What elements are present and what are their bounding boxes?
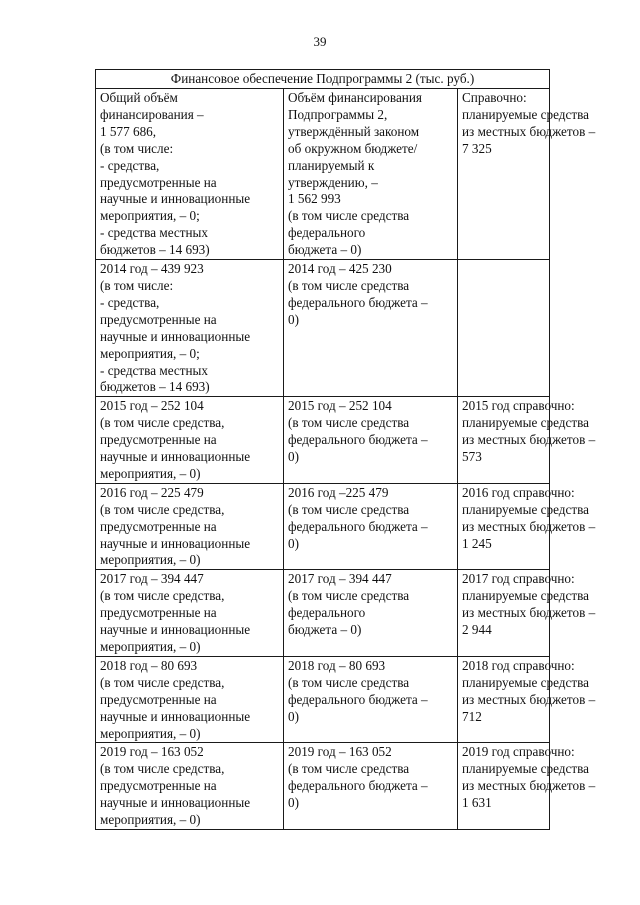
cell-text-line: (в том числе средства,	[100, 761, 225, 777]
cell-text-line: планируемые средства	[462, 415, 590, 431]
cell-text-line: предусмотренные на	[100, 174, 217, 190]
cell-text-line: 2018 год справочно:	[462, 657, 575, 673]
cell-text-line: 712	[462, 708, 482, 724]
cell-text-line: предусмотренные на	[100, 605, 217, 621]
cell-text-line: 2018 год – 80 693	[288, 657, 386, 673]
cell-text-line: Справочно:	[462, 90, 527, 105]
cell-text-line: бюджетов – 14 693)	[100, 379, 210, 395]
approved-funding-cell	[284, 656, 458, 743]
cell-text-line: планируемые средства	[462, 674, 590, 690]
cell-text-line: из местных бюджетов –	[462, 605, 596, 621]
cell-text-line: 2014 год – 425 230	[288, 261, 392, 277]
approved-funding-cell	[284, 89, 458, 260]
table-row	[96, 483, 550, 570]
cell-text-line: 1 631	[462, 795, 492, 811]
cell-text-line: (в том числе средства	[288, 588, 410, 604]
total-funding-cell	[96, 483, 284, 570]
cell-text-line: 2019 год справочно:	[462, 744, 575, 760]
total-funding-cell	[96, 89, 284, 260]
approved-funding-cell	[284, 743, 458, 830]
page-number: 39	[313, 34, 327, 49]
total-funding-cell	[96, 260, 284, 397]
cell-text-line: 2017 год справочно:	[462, 571, 575, 587]
approved-funding-cell	[284, 397, 458, 484]
cell-text-line: научные и инновационные	[100, 328, 251, 344]
cell-text-line: 7 325	[462, 140, 492, 156]
cell-text-line: мероприятия, – 0;	[100, 208, 200, 224]
cell-text-line: мероприятия, – 0)	[100, 552, 201, 568]
cell-text-line: из местных бюджетов –	[462, 123, 596, 139]
local-budget-reference-cell	[458, 743, 596, 830]
cell-text-line: 2016 год справочно:	[462, 484, 575, 500]
cell-text-line: из местных бюджетов –	[462, 432, 596, 448]
cell-text-line: предусмотренные на	[100, 778, 217, 794]
cell-text-line: научные и инновационные	[100, 191, 251, 207]
cell-text-line: 2 944	[462, 622, 492, 638]
cell-text-line: бюджета – 0)	[288, 242, 362, 258]
cell-text-line: бюджетов – 14 693)	[100, 242, 210, 258]
cell-text-line: федерального бюджета –	[288, 778, 428, 794]
cell-text-line: 1 245	[462, 535, 492, 551]
local-budget-reference-cell	[458, 570, 596, 657]
cell-text-line: планируемые средства	[462, 501, 590, 517]
cell-text-line: федерального бюджета –	[288, 432, 428, 448]
cell-text-line: из местных бюджетов –	[462, 778, 596, 794]
cell-text-line: (в том числе средства,	[100, 588, 225, 604]
table-row	[96, 656, 550, 743]
cell-text-line: из местных бюджетов –	[462, 518, 596, 534]
table-row	[96, 570, 550, 657]
table-body	[96, 89, 596, 830]
cell-text-line: предусмотренные на	[100, 691, 217, 707]
approved-funding-cell	[284, 260, 458, 397]
cell-text-line: 573	[462, 449, 482, 465]
cell-text-line: - средства местных	[100, 225, 208, 241]
cell-text-line: (в том числе:	[100, 140, 174, 156]
cell-text-line: федерального	[288, 225, 366, 241]
cell-text-line: 0)	[288, 535, 299, 551]
table-row	[96, 260, 550, 397]
cell-text-line: 2017 год – 394 447	[100, 571, 204, 587]
local-budget-reference-cell	[458, 260, 550, 397]
cell-text-line: (в том числе средства	[288, 674, 410, 690]
cell-text-line: 2015 год справочно:	[462, 398, 575, 414]
cell-text-line: (в том числе средства,	[100, 415, 225, 431]
local-budget-reference-cell	[458, 656, 596, 743]
local-budget-reference-cell	[458, 397, 596, 484]
local-budget-reference-cell	[458, 89, 596, 260]
cell-text-line: мероприятия, – 0)	[100, 725, 201, 741]
cell-text-line: (в том числе средства	[288, 761, 410, 777]
cell-text-line: утверждённый законом	[288, 123, 420, 139]
cell-text-line: 0)	[288, 449, 299, 465]
cell-text-line: научные и инновационные	[100, 708, 251, 724]
cell-text-line: 0)	[288, 708, 299, 724]
cell-text-line: мероприятия, – 0)	[100, 465, 201, 481]
cell-text-line: 2015 год – 252 104	[288, 398, 392, 414]
table-title-row	[96, 70, 550, 89]
table-row	[96, 743, 550, 830]
cell-text-line: 1 562 993	[288, 191, 341, 207]
cell-text-line: 2016 год – 225 479	[100, 484, 204, 500]
cell-text-line: научные и инновационные	[100, 535, 251, 551]
cell-text-line: - средства,	[100, 157, 160, 173]
cell-text-line: предусмотренные на	[100, 518, 217, 534]
cell-text-line: 2017 год – 394 447	[288, 571, 392, 587]
cell-text-line: (в том числе средства	[288, 277, 410, 293]
cell-text-line: планируемые средства	[462, 588, 590, 604]
cell-text-line: (в том числе средства	[288, 415, 410, 431]
cell-text-line: планируемые средства	[462, 761, 590, 777]
cell-text-line: - средства,	[100, 294, 160, 310]
cell-text-line: об окружном бюджете/	[288, 140, 418, 156]
cell-text-line: федерального бюджета –	[288, 294, 428, 310]
cell-text-line: (в том числе средства,	[100, 674, 225, 690]
cell-text-line: 2019 год – 163 052	[100, 744, 204, 760]
cell-text-line: Объём финансирования	[288, 90, 422, 105]
financing-table	[95, 69, 596, 830]
cell-text-line: федерального	[288, 605, 366, 621]
cell-text-line: планируемые средства	[462, 106, 590, 122]
approved-funding-cell	[284, 570, 458, 657]
cell-text-line: предусмотренные на	[100, 432, 217, 448]
cell-text-line: предусмотренные на	[100, 311, 217, 327]
total-funding-cell	[96, 397, 284, 484]
cell-text-line: Подпрограммы 2,	[288, 106, 388, 122]
total-funding-cell	[96, 656, 284, 743]
total-funding-cell	[96, 743, 284, 830]
cell-text-line: научные и инновационные	[100, 622, 251, 638]
cell-text-line: 2018 год – 80 693	[100, 657, 198, 673]
cell-text-line: утверждению, –	[288, 174, 378, 190]
cell-text-line: (в том числе средства,	[100, 501, 225, 517]
cell-text-line: финансирования –	[100, 106, 204, 122]
cell-text-line: Общий объём	[100, 90, 178, 105]
cell-text-line: мероприятия, – 0)	[100, 812, 201, 828]
cell-text-line: (в том числе:	[100, 277, 174, 293]
cell-text-line: федерального бюджета –	[288, 691, 428, 707]
cell-text-line: 2015 год – 252 104	[100, 398, 204, 414]
cell-text-line: научные и инновационные	[100, 449, 251, 465]
cell-text-line: 2019 год – 163 052	[288, 744, 392, 760]
cell-text-line: 0)	[288, 311, 299, 327]
cell-text-line: мероприятия, – 0;	[100, 345, 200, 361]
local-budget-reference-cell	[458, 483, 596, 570]
cell-text-line: планируемый к	[288, 157, 375, 173]
cell-text-line: 2014 год – 439 923	[100, 261, 204, 277]
table-row	[96, 397, 550, 484]
table-title: Финансовое обеспечение Подпрограммы 2 (тыс. руб.)	[96, 70, 550, 89]
total-funding-cell	[96, 570, 284, 657]
cell-text-line: - средства местных	[100, 362, 208, 378]
cell-text-line: 0)	[288, 795, 299, 811]
table-row	[96, 89, 550, 260]
cell-text-line: (в том числе средства	[288, 208, 410, 224]
cell-text-line: научные и инновационные	[100, 795, 251, 811]
cell-text-line: (в том числе средства	[288, 501, 410, 517]
cell-text-line: бюджета – 0)	[288, 622, 362, 638]
cell-text-line: 1 577 686,	[100, 123, 157, 139]
cell-text-line: мероприятия, – 0)	[100, 639, 201, 654]
cell-text-line: 2016 год –225 479	[288, 484, 389, 500]
cell-text-line: федерального бюджета –	[288, 518, 428, 534]
approved-funding-cell	[284, 483, 458, 570]
cell-text-line: из местных бюджетов –	[462, 691, 596, 707]
